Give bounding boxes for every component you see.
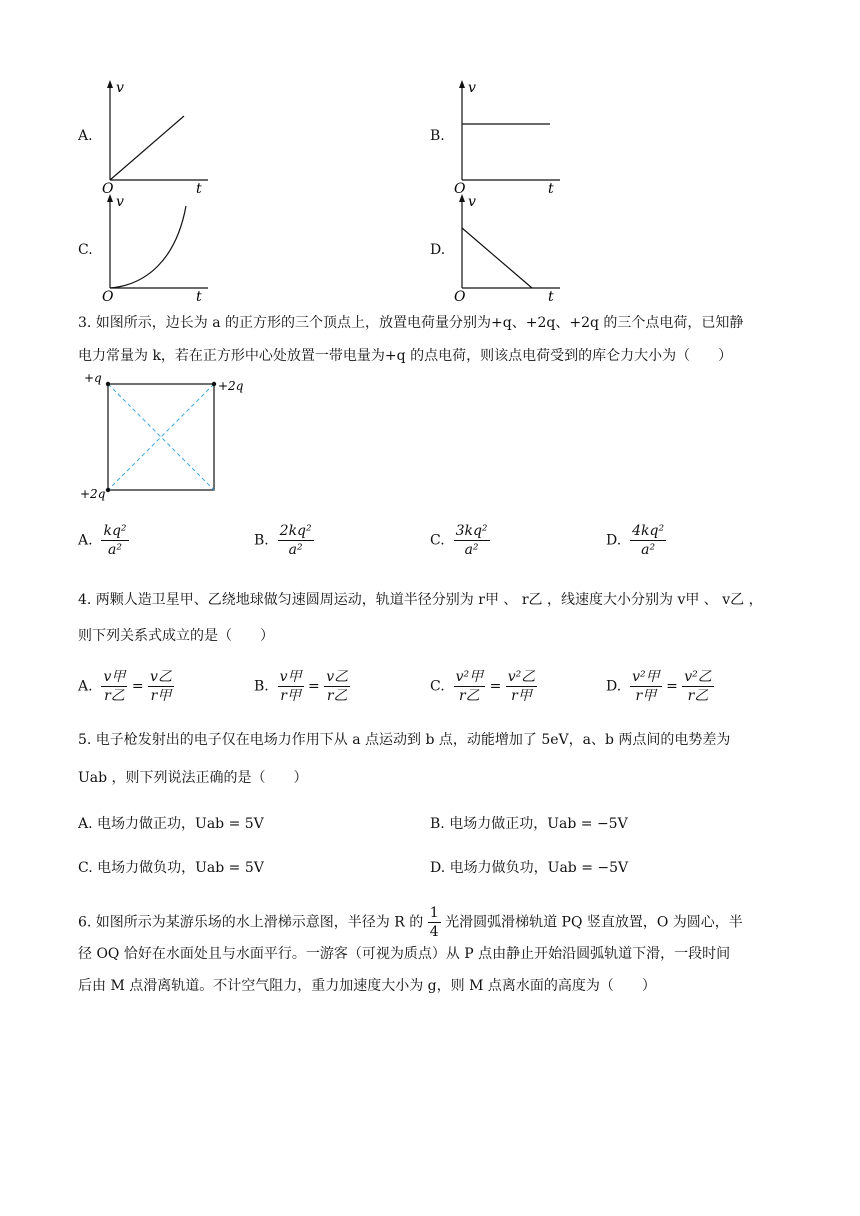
left-numerator: v²甲: [455, 669, 484, 685]
left-numerator: v甲: [279, 669, 302, 685]
origin-label: O: [454, 181, 466, 194]
q6-line1-start: 6. 如图所示为某游乐场的水上滑梯示意图，半径为 R 的: [78, 914, 424, 931]
option-label: B.: [254, 678, 269, 695]
option-text: 电场力做负功，Uab = −5V: [449, 860, 629, 876]
t-label: t: [196, 181, 202, 194]
q5-option-c: [78, 858, 264, 878]
option-label: A.: [78, 532, 93, 549]
q4-line1: 4. 两颗人造卫星甲、乙绕地球做匀速圆周运动，轨道半径分别为 r甲 、 r乙 ，线速度大小分别为 v甲 、 v乙 ，: [78, 592, 763, 608]
graph-c: [96, 190, 216, 308]
v-axis-arrow: [459, 80, 465, 88]
q5-option-a: [78, 814, 264, 834]
option-text: 电场力做正功，Uab = −5V: [449, 816, 628, 832]
quarter-denominator: 4: [429, 924, 439, 940]
option-label: D.: [606, 678, 622, 695]
right-numerator: v²乙: [507, 669, 536, 685]
option-c-label: C.: [78, 242, 93, 258]
charge-label-bl: +2q: [80, 487, 106, 501]
option-a-label: A.: [78, 128, 93, 144]
v-label: v: [468, 194, 476, 210]
t-label: t: [196, 289, 202, 305]
numerator: 4kq²: [632, 523, 665, 539]
q6-line1: [78, 904, 743, 941]
left-denominator: r甲: [280, 688, 301, 704]
q3-option-a: [78, 522, 129, 559]
option-label: A.: [78, 816, 93, 832]
right-numerator: v乙: [326, 669, 349, 685]
q4-option-b: B. $\frac{\text{v甲}}{\text{r甲}}$ = $\frac{\text{v乙}}{\text{r乙}}$: [254, 669, 349, 704]
q5-line1: 5. 电子枪发射出的电子仅在电场力作用下从 a 点运动到 b 点，动能增加了 5eV，a、b 两点间的电势差为: [78, 732, 731, 748]
option-label: C.: [78, 860, 93, 876]
option-label: D.: [430, 860, 446, 876]
numerator: kq²: [103, 523, 127, 539]
charge-dot-tl: [106, 382, 110, 386]
charge-label-tl: +q: [84, 372, 102, 385]
t-label: t: [548, 181, 554, 194]
graph-a: [96, 76, 216, 194]
option-label: B.: [254, 532, 269, 549]
q3-line1: 3. 如图所示，边长为 a 的正方形的三个顶点上，放置电荷量分别为+q、+2q、+2q 的三个点电荷，已知静: [78, 315, 744, 331]
q4-option-d: D. $\frac{\text{v²甲}}{\text{r甲}}$ = $\frac{\text{v²乙}}{\text{r乙}}$: [606, 669, 712, 704]
v-t-line: [462, 228, 532, 288]
v-axis-arrow: [459, 194, 465, 202]
denominator: a²: [288, 542, 303, 558]
q3-line2: 电力常量为 k，若在正方形中心处放置一带电量为+q 的点电荷，则该点电荷受到的库仑力大小为（ ）: [78, 348, 733, 364]
v-label: v: [468, 80, 476, 96]
right-numerator: v²乙: [684, 669, 712, 685]
left-numerator: v甲: [103, 669, 126, 685]
option-label: D.: [606, 532, 622, 549]
q6-line3: 后由 M 点滑离轨道。不计空气阻力，重力加速度大小为 g，则 M 点离水面的高度为（ ）: [78, 978, 656, 994]
right-denominator: r甲: [511, 688, 532, 704]
origin-label: O: [102, 181, 114, 194]
q5-option-d: [430, 858, 628, 878]
numerator: 2kq²: [279, 523, 312, 539]
q4-option-a: A. $\frac{\text{v甲}}{\text{r乙}}$ = $\frac{\text{v乙}}{\text{r甲}}$: [78, 669, 172, 704]
right-numerator: v乙: [150, 669, 172, 685]
right-denominator: r甲: [150, 688, 172, 704]
left-denominator: r乙: [104, 688, 125, 704]
t-label: t: [548, 289, 554, 305]
v-axis-arrow: [107, 80, 113, 88]
q6-line2: 径 OQ 恰好在水面处且与水面平行。一游客（可视为质点）从 P 点由静止开始沿圆弧轨道下滑，一段时间: [78, 946, 731, 962]
option-label: C.: [430, 678, 445, 695]
q5-option-b: [430, 814, 628, 834]
option-b-label: B.: [430, 128, 445, 144]
v-label: v: [116, 80, 124, 96]
graph-b: [448, 76, 568, 194]
v-label: v: [116, 194, 124, 210]
v-t-line: [110, 116, 184, 180]
square-figure: [80, 372, 260, 504]
v-axis-arrow: [107, 194, 113, 202]
q3-option-c: [430, 522, 490, 559]
denominator: a²: [464, 542, 479, 558]
graph-d: [448, 190, 568, 308]
q3-option-b: [254, 522, 314, 559]
q3-option-d: [606, 522, 666, 559]
right-denominator: r乙: [326, 688, 348, 704]
right-denominator: r乙: [687, 688, 709, 704]
numerator: 3kq²: [455, 523, 488, 539]
left-denominator: r甲: [635, 688, 657, 704]
charge-dot-bl: [106, 488, 110, 492]
q5-line2: Uab ，则下列说法正确的是（ ）: [78, 770, 308, 786]
left-numerator: v²甲: [632, 669, 660, 685]
charge-dot-tr: [212, 382, 216, 386]
q6-line1-end: 光滑圆弧滑梯轨道 PQ 竖直放置，O 为圆心，半: [445, 914, 743, 931]
charge-label-tr: +2q: [218, 379, 244, 393]
origin-label: O: [454, 289, 466, 305]
quarter-numerator: 1: [429, 905, 439, 921]
option-text: 电场力做负功，Uab = 5V: [97, 860, 264, 876]
v-t-curve: [110, 206, 186, 288]
option-label: A.: [78, 678, 93, 695]
denominator: a²: [641, 542, 656, 558]
denominator: a²: [108, 542, 122, 558]
origin-label: O: [102, 289, 114, 305]
left-denominator: r乙: [458, 688, 480, 704]
q4-line2: 则下列关系式成立的是（ ）: [78, 628, 274, 644]
option-d-label: D.: [430, 242, 446, 258]
option-text: 电场力做正功，Uab = 5V: [97, 816, 264, 832]
option-label: C.: [430, 532, 445, 549]
q4-option-c: C. $\frac{\text{v²甲}}{\text{r乙}}$ = $\frac{\text{v²乙}}{\text{r甲}}$: [430, 669, 536, 704]
option-label: B.: [430, 816, 445, 832]
